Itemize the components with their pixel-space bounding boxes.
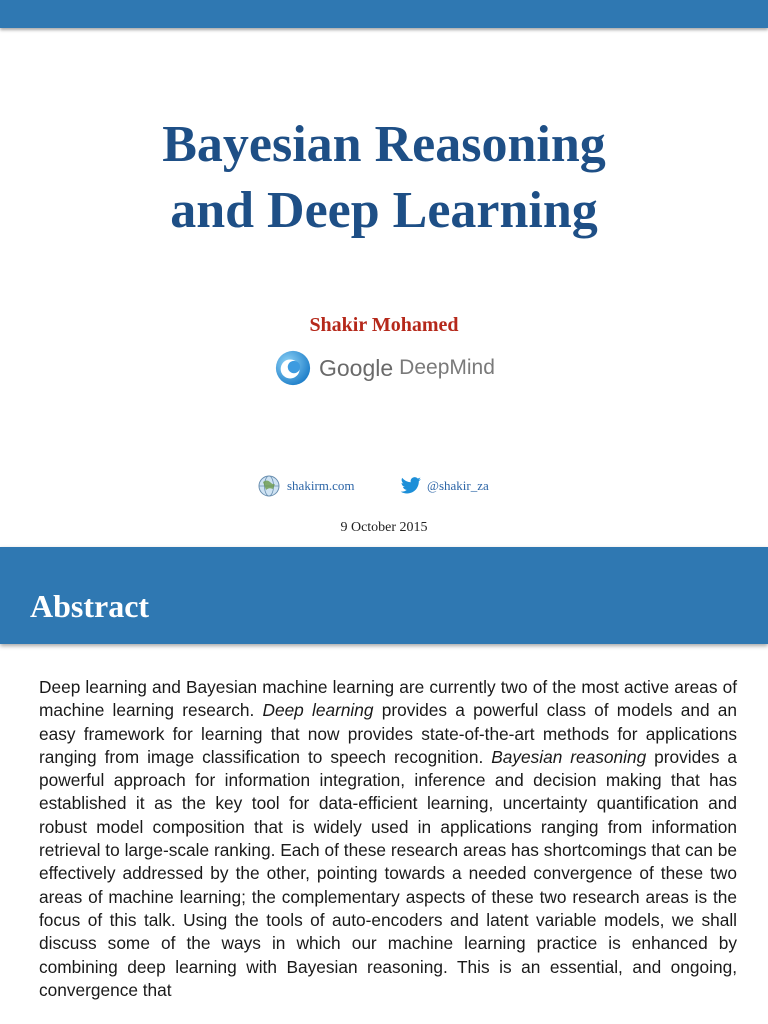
abstract-text-3: provides a powerful approach for information integration, inference and decision making that has established it as the key tool for data-efficient learning, uncertainty quantification and robust model composition that is widely used in applications ranging from information retrieval to large-scale ranking. Each of these research areas has shortcomings that can be effectively addressed by the other, pointing towards a needed convergence of these two areas of machine learning; the complementary aspects of these two research areas is the focus of this talk. Using the tools of auto-encoders and latent variable models, we shall discuss some of the ways in which our machine learning practice is enhanced by combining deep learning with Bayesian reasoning. This is an essential, and ongoing, convergence that bbox=[39, 746, 737, 1000]
abstract-emphasis-bayesian-reasoning: Bayesian reasoning bbox=[491, 746, 647, 767]
top-header-band bbox=[0, 0, 768, 28]
presentation-date: 9 October 2015 bbox=[340, 520, 428, 535]
affiliation-deepmind: DeepMind bbox=[399, 356, 495, 379]
deepmind-logo-icon bbox=[274, 349, 312, 387]
globe-icon bbox=[258, 475, 280, 497]
twitter-bird-icon bbox=[400, 477, 422, 495]
website-label[interactable]: shakirm.com bbox=[287, 478, 355, 493]
affiliation bbox=[274, 348, 495, 388]
abstract-paragraph bbox=[39, 676, 737, 1002]
twitter-handle[interactable]: @shakir_za bbox=[427, 478, 489, 493]
section-heading: Abstract bbox=[30, 588, 150, 624]
author-name: Shakir Mohamed bbox=[309, 314, 459, 336]
abstract-emphasis-deep-learning: Deep learning bbox=[262, 700, 374, 721]
twitter-link[interactable] bbox=[400, 474, 489, 498]
abstract-text-2: provides a powerful class of models and an easy framework for learning that now provides state-of-the-art methods for applications ranging from image classification to speech recognition. bbox=[39, 700, 737, 767]
abstract-text-1: Deep learning and Bayesian machine learning are currently two of the most active areas of machine learning research. bbox=[39, 677, 737, 721]
affiliation-google: Google bbox=[319, 354, 394, 381]
title-line-1: Bayesian Reasoning bbox=[162, 116, 606, 173]
page-title bbox=[0, 112, 768, 244]
title-line-2: and Deep Learning bbox=[170, 182, 598, 239]
website-link[interactable] bbox=[258, 474, 355, 498]
